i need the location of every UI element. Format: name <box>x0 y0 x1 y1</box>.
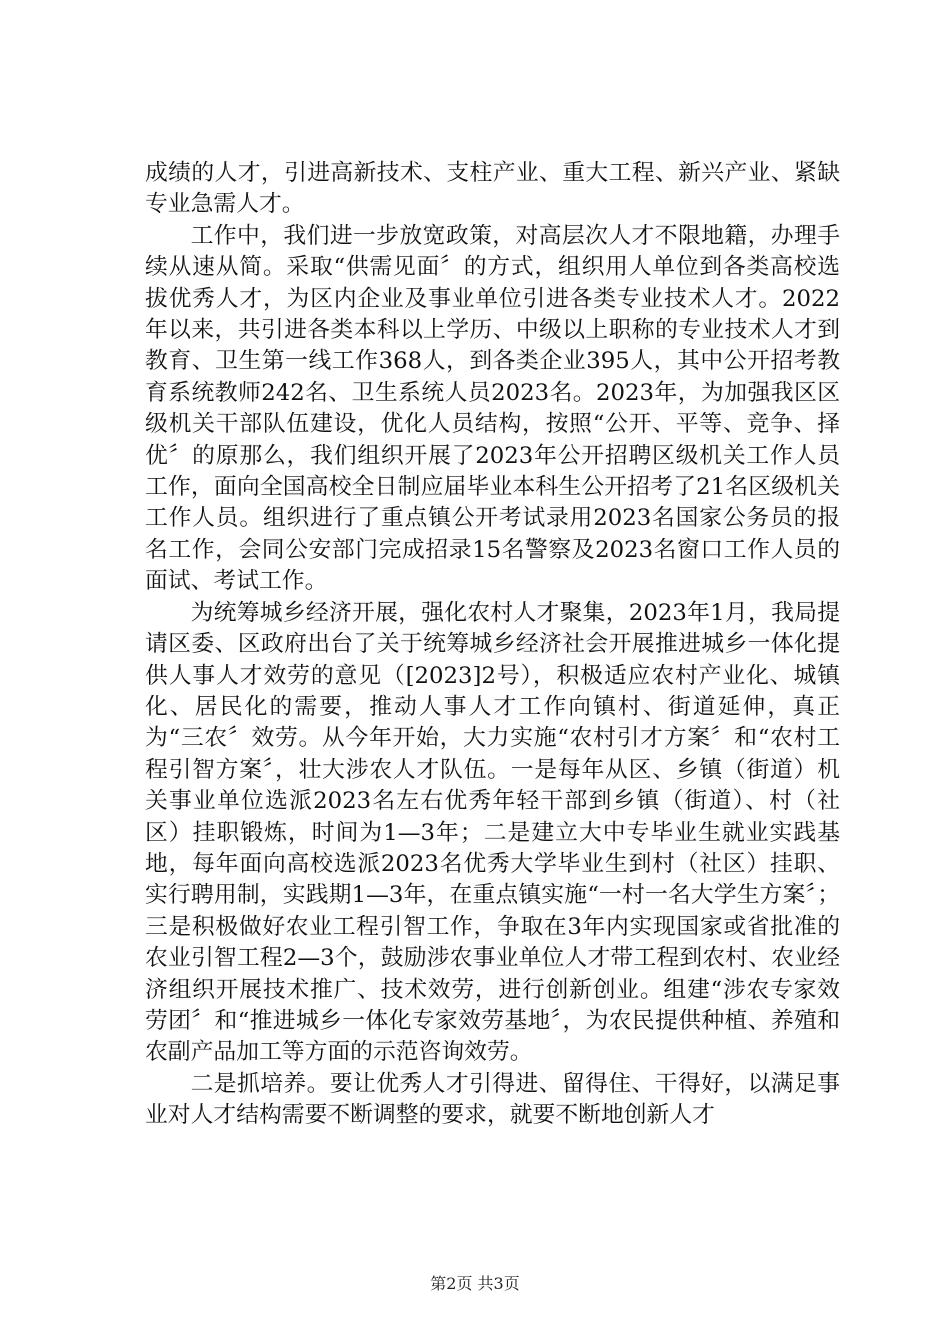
document-body <box>145 158 840 1132</box>
page-number-label: 第2页 共3页 <box>430 1274 520 1293</box>
paragraph-4: 二是抓培养。要让优秀人才引得进、留得住、干得好，以满足事业对人才结构需要不断调整的要求，就要不断地创新人才 <box>145 1070 840 1129</box>
page-footer <box>0 1271 950 1294</box>
paragraph-2: 工作中，我们进一步放宽政策，对高层次人才不限地籍，办理手续从速从简。采取“供需见面〞的方式，组织用人单位到各类高校选拔优秀人才，为区内企业及事业单位引进各类专业技术人才。2022年以来，共引进各类本科以上学历、中级以上职称的专业技术人才到教育、卫生第一线工作368人，到各类企业395人，其中公开招考教育系统教师242名、卫生系统人员2023名。2023年，为加强我区区级机关干部队伍建设，优化人员结构，按照“公开、平等、竞争、择优〞的原那么，我们组织开展了2023年公开招聘区级机关工作人员工作，面向全国高校全日制应届毕业本科生公开招考了21名区级机关工作人员。组织进行了重点镇公开考试录用2023名国家公务员的报名工作，会同公安部门完成招录15名警察及2023名窗口工作人员的面试、考试工作。 <box>145 222 840 595</box>
paragraph-1: 成绩的人才，引进高新技术、支柱产业、重大工程、新兴产业、紧缺专业急需人才。 <box>145 160 840 218</box>
paragraph-3: 为统筹城乡经济开展，强化农村人才聚集，2023年1月，我局提请区委、区政府出台了关于统筹城乡经济社会开展推进城乡一体化提供人事人才效劳的意见（[2023]2号），积极适应农村产业化、城镇化、居民化的需要，推动人事人才工作向镇村、街道延伸，真正为“三农〞效劳。从今年开始，大力实施“农村引才方案〞和“农村工程引智方案〞，壮大涉农人才队伍。一是每年从区、乡镇（街道）机关事业单位选派2023名左右优秀年轻干部到乡镇（街道）、村（社区）挂职锻炼，时间为1—3年；二是建立大中专毕业生就业实践基地，每年面向高校选派2023名优秀大学毕业生到村（社区）挂职、实行聘用制，实践期1—3年，在重点镇实施“一村一名大学生方案〞；三是积极做好农业工程引智工作，争取在3年内实现国家或省批准的农业引智工程2—3个，鼓励涉农事业单位人才带工程到农村、农业经济组织开展技术推广、技术效劳，进行创新创业。组建“涉农专家效劳团〞和“推进城乡一体化专家效劳基地〞，为农民提供种植、养殖和农副产品加工等方面的示范咨询效劳。 <box>145 599 840 1066</box>
